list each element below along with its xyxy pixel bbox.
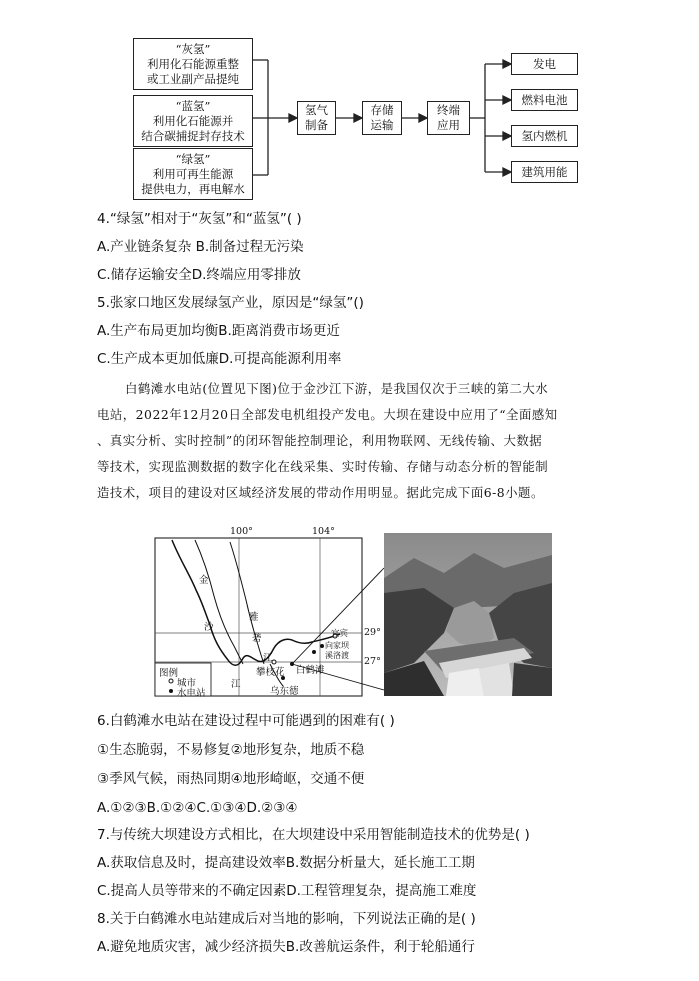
river-label-jin: 金 bbox=[199, 575, 209, 586]
hydrogen-prep-line2: 制备 bbox=[305, 118, 328, 132]
passage-line-2: 电站，2022年12月20日全部发电机组投产发电。大坝在建设中应用了“全面感知 bbox=[97, 407, 558, 422]
city-panzhihua: 攀枝花 bbox=[256, 667, 285, 678]
question-8-options-ab: A.避免地质灾害，减少经济损失B.改善航运条件，利于轮船通行 bbox=[97, 939, 475, 955]
legend-station-label: 水电站 bbox=[177, 688, 206, 699]
green-hydrogen-line2: 提供电力，再电解水 bbox=[141, 181, 245, 196]
question-6: 6.白鹤滩水电站在建设过程中可能遇到的困难有( ) bbox=[97, 713, 395, 729]
question-7-options-cd: C.提高人员等带来的不确定因素D.工程管理复杂，提高施工难度 bbox=[97, 883, 477, 899]
station-xiluodu: 溪洛渡 bbox=[325, 651, 349, 660]
question-8: 8.关于白鹤滩水电站建成后对当地的影响，下列说法正确的是( ) bbox=[97, 911, 476, 927]
storage-transport-line2: 运输 bbox=[370, 118, 394, 132]
question-5: 5.张家口地区发展绿氢产业，原因是“绿氢”() bbox=[97, 295, 364, 311]
blue-hydrogen-line1: 利用化石能源并 bbox=[152, 113, 234, 128]
green-hydrogen-title: “绿氢” bbox=[175, 151, 211, 166]
lat-29-label: 29° bbox=[364, 627, 381, 638]
terminal-application-line1: 终端 bbox=[437, 103, 460, 117]
lon-100-label: 100° bbox=[230, 526, 253, 537]
lat-27-label: 27° bbox=[364, 656, 381, 667]
grey-hydrogen-title: “灰氢” bbox=[175, 41, 211, 56]
question-6-statements-34: ③季风气候，雨热同期④地形崎岖，交通不便 bbox=[97, 771, 365, 787]
question-5-options-ab: A.生产布局更加均衡B.距离消费市场更近 bbox=[97, 323, 340, 339]
question-7: 7.与传统大坝建设方式相比，在大坝建设中采用智能制造技术的优势是( ) bbox=[97, 827, 530, 843]
question-4: 4.“绿氢”相对于“灰氢”和“蓝氢”( ) bbox=[97, 211, 302, 227]
station-wudongde: 乌东德 bbox=[270, 686, 299, 697]
use-label: 发电 bbox=[533, 56, 556, 71]
question-7-options-ab: A.获取信息及时，提高建设效率B.数据分析量大，延长施工工期 bbox=[97, 855, 475, 871]
question-6-options: A.①②③B.①②④C.①③④D.②③④ bbox=[97, 800, 298, 816]
green-hydrogen-line1: 利用可再生能源 bbox=[152, 166, 234, 181]
question-4-options-ab: A.产业链条复杂 B.制备过程无污染 bbox=[97, 239, 304, 255]
river-label-ya: 雅 bbox=[249, 612, 259, 623]
storage-transport-line1: 存储 bbox=[370, 103, 394, 117]
passage-line-1: 白鹤滩水电站(位置见下图)位于金沙江下游，是我国仅次于三峡的第二大水 bbox=[125, 381, 549, 396]
use-label: 建筑用能 bbox=[521, 164, 568, 179]
grey-hydrogen-line1: 利用化石能源重整 bbox=[147, 56, 239, 71]
legend-title: 图例 bbox=[159, 668, 179, 679]
question-4-options-cd: C.储存运输安全D.终端应用零排放 bbox=[97, 267, 301, 283]
use-label: 氢内燃机 bbox=[521, 128, 568, 143]
river-label-jiang-1: 江 bbox=[263, 653, 273, 664]
passage-line-3: 、真实分析、实时控制”的闭环智能控制理论，利用物联网、无线传输、大数据 bbox=[97, 433, 543, 448]
station-baihetan: 白鹤滩 bbox=[296, 665, 325, 676]
legend-city-label: 城市 bbox=[177, 678, 197, 689]
dam-photo bbox=[384, 533, 552, 696]
blue-hydrogen-title: “蓝氢” bbox=[175, 98, 211, 113]
river-label-sha: 沙 bbox=[204, 622, 214, 633]
terminal-application-line2: 应用 bbox=[437, 118, 460, 132]
city-yibin: 宜宾 bbox=[331, 629, 349, 639]
question-5-options-cd: C.生产成本更加低廉D.可提高能源利用率 bbox=[97, 351, 342, 367]
river-label-long: 砻 bbox=[252, 633, 262, 644]
dam-photo-illustration bbox=[384, 533, 552, 696]
grey-hydrogen-line2: 或工业副产品提纯 bbox=[147, 71, 239, 86]
river-label-jiang-2: 江 bbox=[231, 679, 241, 690]
passage-line-4: 等技术，实现监测数据的数字化在线采集、实时传输、存储与动态分析的智能制 bbox=[97, 459, 549, 474]
question-6-statements-12: ①生态脆弱，不易修复②地形复杂，地质不稳 bbox=[97, 742, 365, 758]
lon-104-label: 104° bbox=[312, 526, 335, 537]
hydrogen-prep-line1: 氢气 bbox=[305, 103, 328, 117]
use-label: 燃料电池 bbox=[521, 92, 568, 107]
passage-line-5: 造技术，项目的建设对区域经济发展的带动作用明显。据此完成下面6-8小题。 bbox=[97, 485, 544, 500]
station-xiangjiaba: 向家坝 bbox=[325, 641, 349, 650]
blue-hydrogen-line2: 结合碳捕捉封存技术 bbox=[141, 128, 245, 143]
